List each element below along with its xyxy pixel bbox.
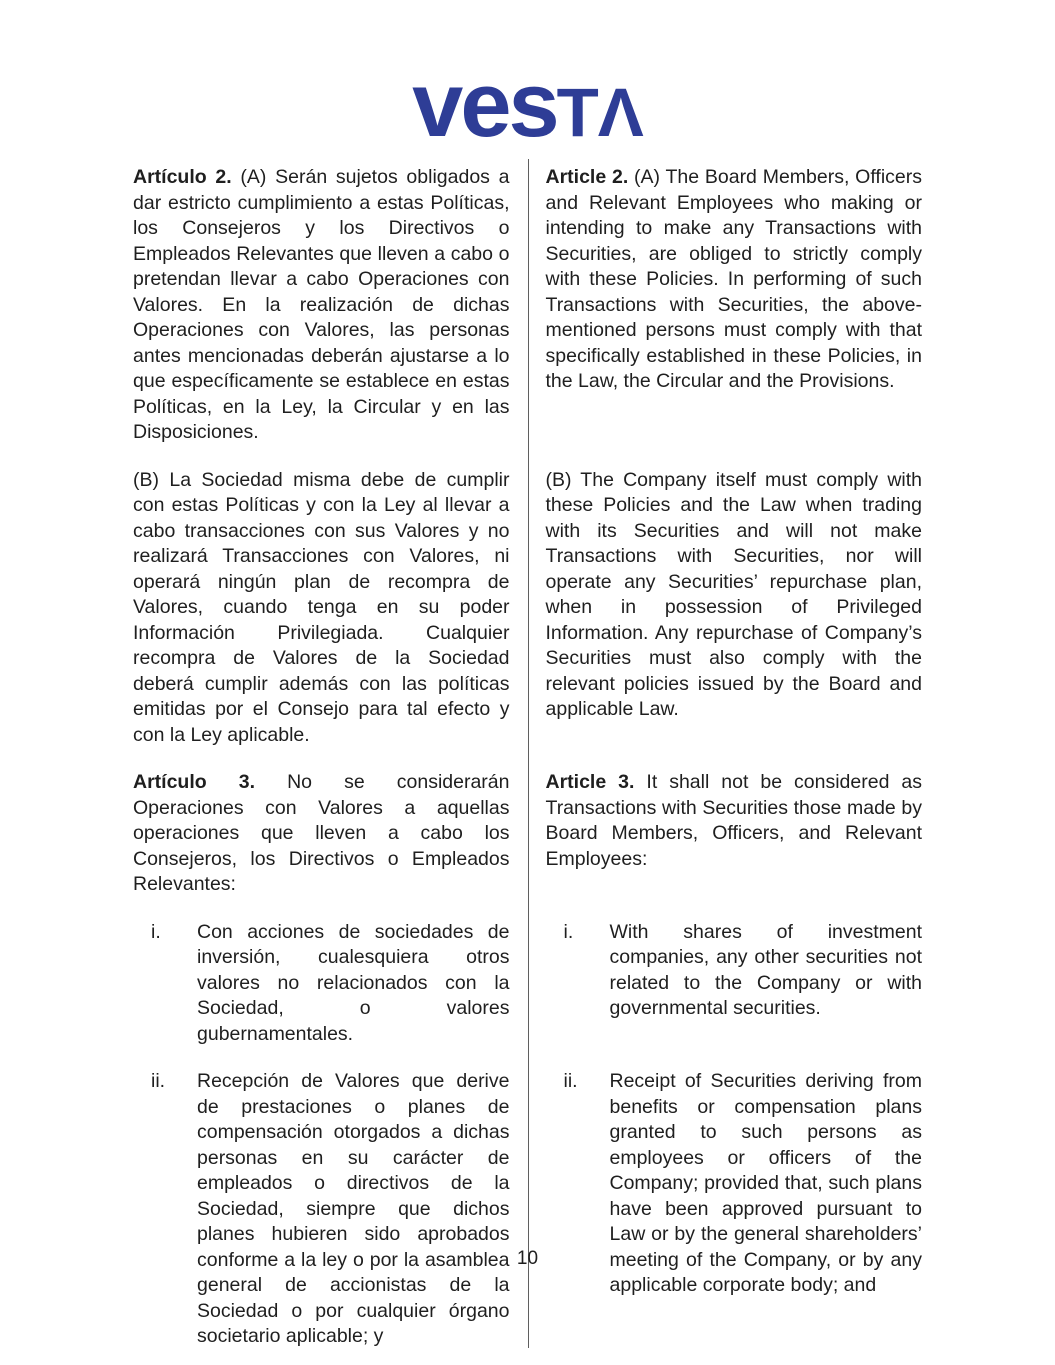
- article2-lead-es: Artículo 2.: [133, 166, 232, 188]
- list-item-i-text-es: Con acciones de sociedades de inversión, cualesquiera otros valores no relacionados con la Sociedad, o valores gubernamentales.: [197, 920, 510, 1045]
- paragraph-article2b-en: [546, 468, 923, 749]
- bilingual-content: [133, 165, 922, 1350]
- article3-lead-es: Artículo 3.: [133, 771, 256, 793]
- vesta-logo-caps-part: TΛ: [556, 74, 643, 151]
- paragraph-article3-es: [133, 770, 510, 898]
- list-item-ii-en: [546, 1069, 923, 1350]
- vesta-logo: [0, 54, 1055, 156]
- list-item-ii-es: [133, 1069, 510, 1350]
- list-marker-i-en: i.: [563, 920, 574, 943]
- vesta-logo-lowercase-part: ves: [412, 54, 557, 156]
- article2-lead-en: Article 2.: [545, 166, 629, 188]
- paragraph-article2a-es: [133, 165, 510, 446]
- paragraph-article3-en: [546, 770, 923, 898]
- list-marker-ii-en: ii.: [563, 1070, 578, 1092]
- article2b-text-en: (B) The Company itself must comply with these Policies and the Law when trading with its Securities and will not make Transactions with Securities, nor will operate any Securities’ repurchase plan, when in possession of Privileged Information. Any repurchase of Company’s Securities must also comply with the relevant policies issued by the Board and applicable Law.: [545, 468, 922, 720]
- list-item-i-text-en: With shares of investment companies, any other securities not related to the Company or with governmental securities.: [609, 920, 922, 1019]
- article3-lead-en: Article 3.: [545, 771, 635, 793]
- article2a-text-es: (A) Serán sujetos obligados a dar estricto cumplimiento a estas Políticas, los Consejeros y los Directivos o Empleados Relevantes que lleven a cabo o pretendan llevar a cabo Operaciones con Valores. En la realización de dichas Operaciones con Valores, las personas antes mencionadas deberán ajustarse a lo que específicamente se establece en estas Políticas, en la Ley, la Circular y en las Disposiciones.: [133, 166, 510, 443]
- paragraph-article2b-es: [133, 468, 510, 749]
- list-item-ii-text-en: Receipt of Securities deriving from benefits or compensation plans granted to such persons as employees or officers of the Company; provided that, such plans have been approved pursuant to Law or by the general shareholders’ meeting of the Company, or by any applicable corporate body; and: [609, 1070, 922, 1296]
- list-item-i-en: [546, 920, 923, 1048]
- column-divider-line: [528, 159, 530, 1348]
- page-number: 10: [516, 1248, 539, 1269]
- list-item-ii-text-es: Recepción de Valores que derive de prestaciones o planes de compensación otorgados a dichas personas en su carácter de empleados o directivos de la Sociedad, siempre que dichos planes hubieren sido aprobados conforme a la ley o por la asamblea general de accionistas de la Sociedad o por cualquier órgano societario aplicable; y: [197, 1070, 510, 1347]
- list-item-i-es: [133, 920, 510, 1048]
- article3-text-en: It shall not be considered as Transactions with Securities those made by Board Members, Officers, and Relevant Employees:: [545, 771, 922, 870]
- list-marker-i-es: i.: [151, 920, 161, 943]
- article2a-text-en: (A) The Board Members, Officers and Relevant Employees who making or intending to make any Transactions with Securities, are obliged to strictly comply with these Policies. In performing of such Transactions with Securities, the above-mentioned persons must comply with that specifically established in these Policies, in the Law, the Circular and the Provisions.: [545, 166, 922, 392]
- article3-text-es: No se considerarán Operaciones con Valores a aquellas operaciones que lleven a cabo los Consejeros, los Directivos o Empleados Relevantes:: [133, 771, 510, 895]
- paragraph-article2a-en: [546, 165, 923, 446]
- article2b-text-es: (B) La Sociedad misma debe de cumplir con estas Políticas y con la Ley al llevar a cabo transacciones con sus Valores y no realizará Transacciones con Valores, ni operará ningún plan de recompra de Valores, cuando tenga en su poder Información Privilegiada. Cualquier recompra de Valores de la Sociedad deberá cumplir además con las políticas emitidas por el Consejo para tal efecto y con la Ley aplicable.: [133, 468, 510, 746]
- list-marker-ii-es: ii.: [151, 1070, 166, 1092]
